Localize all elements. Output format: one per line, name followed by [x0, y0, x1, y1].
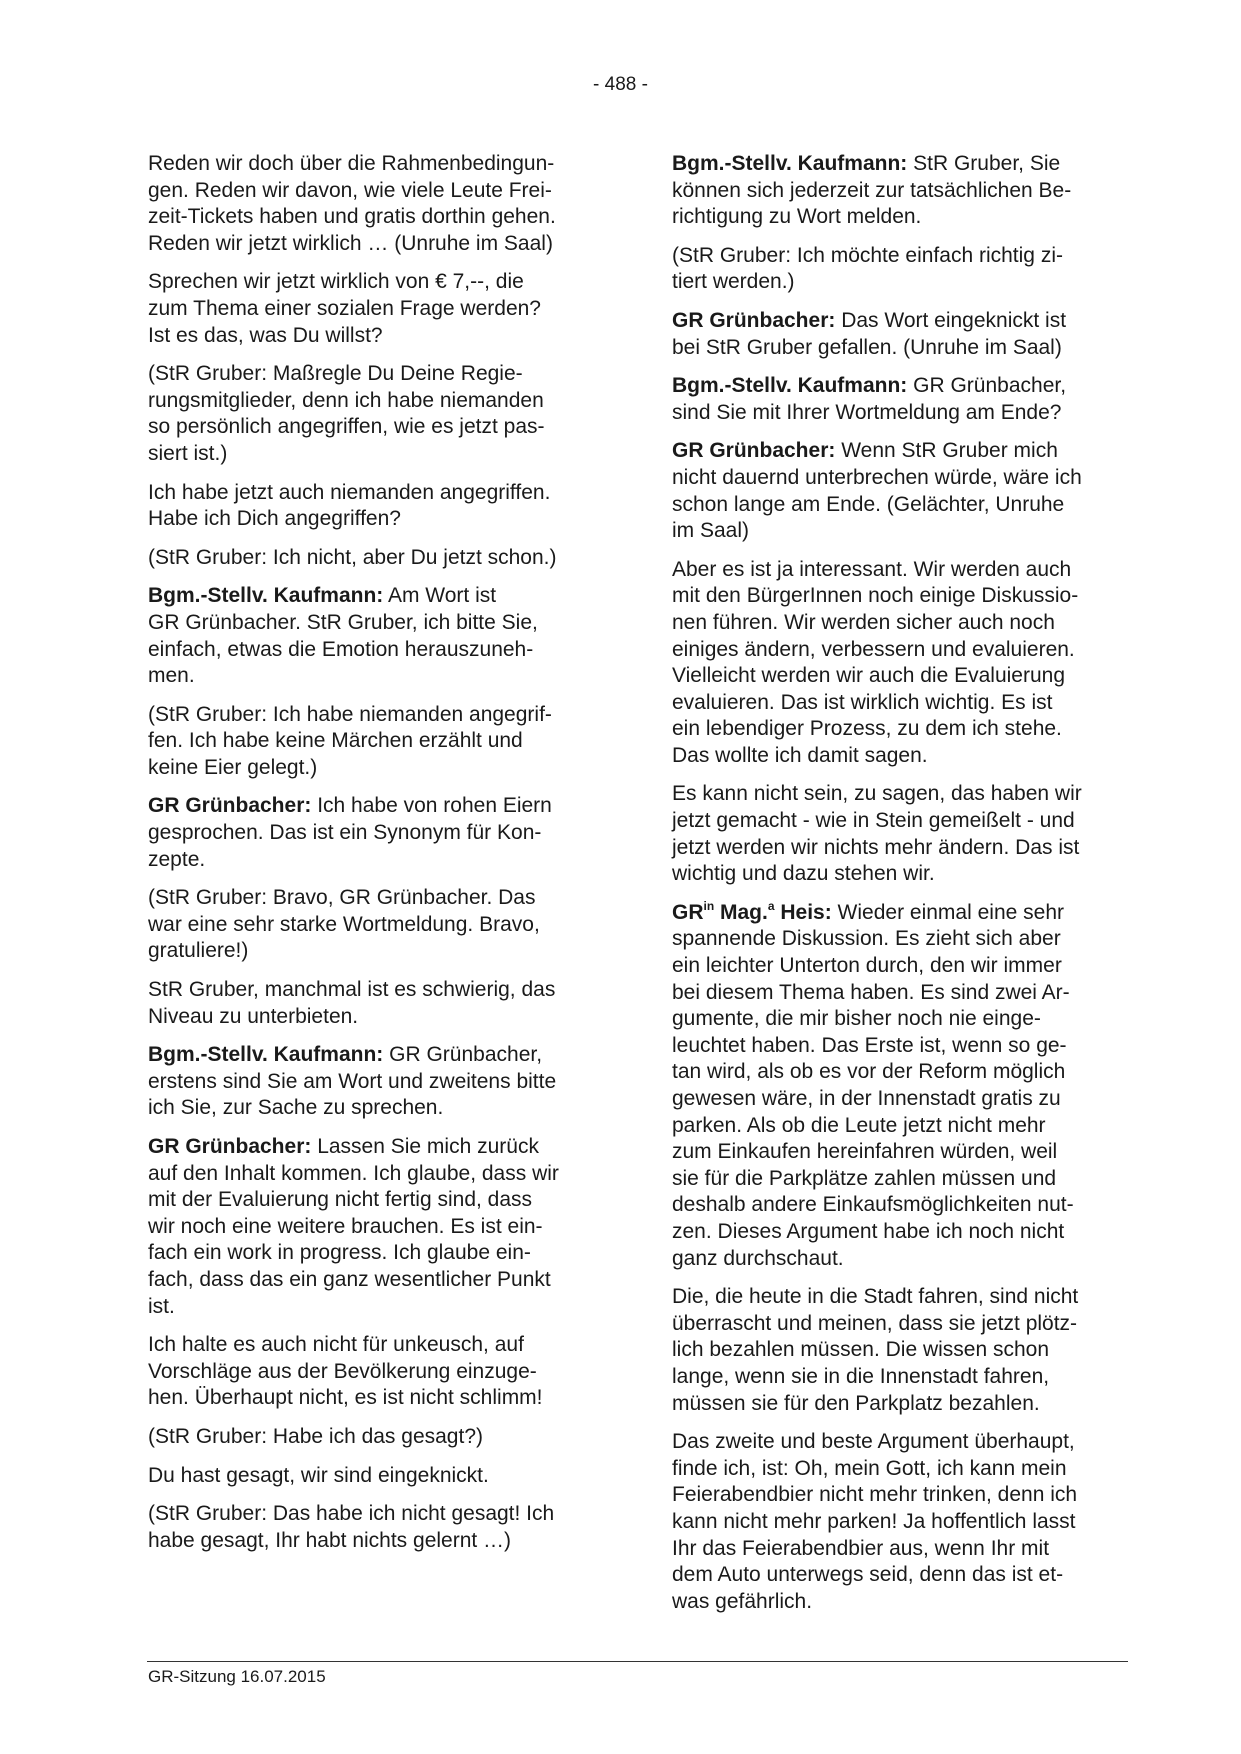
text-line	[672, 808, 1142, 835]
text-line	[148, 388, 618, 415]
paragraph	[148, 1463, 618, 1490]
text-line	[672, 1006, 1142, 1033]
text-line	[672, 1337, 1142, 1364]
text-line	[672, 243, 1142, 270]
text-line	[148, 414, 618, 441]
text-line	[672, 980, 1142, 1007]
text-line	[672, 1364, 1142, 1391]
line-text: Ich habe von rohen Eiern	[311, 794, 552, 818]
line-text: siert ist.)	[148, 441, 228, 465]
line-text: ist.	[148, 1294, 175, 1318]
line-text: einiges ändern, verbessern und evaluieren.	[672, 637, 1075, 661]
text-line	[148, 296, 618, 323]
paragraph	[148, 1501, 618, 1554]
line-text: deshalb andere Einkaufsmöglichkeiten nut-	[672, 1193, 1074, 1217]
line-text: habe gesagt, Ihr habt nichts gelernt …)	[148, 1528, 512, 1552]
text-line	[672, 953, 1142, 980]
line-text: (StR Gruber: Ich möchte einfach richtig zi-	[672, 243, 1063, 267]
line-text: gumente, die mir bisher noch nie einge-	[672, 1007, 1041, 1031]
line-text: Ich halte es auch nicht für unkeusch, auf	[148, 1333, 524, 1357]
speaker-title-superscript: a	[767, 898, 775, 913]
line-text: nicht dauernd unterbrechen würde, wäre ich	[672, 465, 1082, 489]
text-line	[672, 663, 1142, 690]
line-text: lich bezahlen müssen. Die wissen schon	[672, 1338, 1050, 1362]
text-line	[148, 1528, 618, 1555]
text-line	[148, 545, 618, 572]
line-text: Lassen Sie mich zurück	[311, 1135, 539, 1158]
text-line	[148, 1332, 618, 1359]
line-text: einfach, etwas die Emotion herauszuneh-	[148, 637, 534, 661]
text-line	[672, 1139, 1142, 1166]
speaker-name: GR Grünbacher:	[148, 1135, 312, 1158]
speaker-name: GR Grünbacher:	[148, 794, 312, 818]
text-line	[672, 900, 1142, 927]
text-line	[148, 231, 618, 258]
paragraph	[672, 438, 1142, 544]
line-text: (StR Gruber: Ich nicht, aber Du jetzt schon.)	[148, 545, 557, 569]
text-line	[148, 977, 618, 1004]
speaker-name-part: Mag.	[714, 900, 768, 924]
line-text: (StR Gruber: Bravo, GR Grünbacher. Das	[148, 886, 536, 910]
text-line	[148, 361, 618, 388]
line-text: ein lebendiger Prozess, zu dem ich stehe.	[672, 717, 1062, 741]
text-line	[672, 1284, 1142, 1311]
paragraph	[672, 243, 1142, 296]
line-text: überrascht und meinen, dass sie jetzt plötz-	[672, 1311, 1078, 1335]
text-line	[148, 1294, 618, 1321]
text-line	[672, 335, 1142, 362]
text-line	[148, 1385, 618, 1412]
line-text: Aber es ist ja interessant. Wir werden auch	[672, 557, 1072, 581]
text-line	[148, 1187, 618, 1214]
text-line	[148, 269, 618, 296]
text-line	[672, 690, 1142, 717]
line-text: gen. Reden wir davon, wie viele Leute Frei-	[148, 178, 552, 202]
text-line	[148, 1359, 618, 1386]
text-line	[672, 1059, 1142, 1086]
line-text: jetzt werden wir nichts mehr ändern. Das ist	[672, 835, 1080, 859]
paragraph	[148, 269, 618, 349]
text-line	[672, 1113, 1142, 1140]
text-line	[148, 178, 618, 205]
line-text: kann nicht mehr parken! Ja hoffentlich lasst	[672, 1509, 1076, 1533]
line-text: Das Wort eingeknickt ist	[835, 308, 1067, 332]
speaker-name	[672, 898, 832, 924]
text-line	[148, 441, 618, 468]
text-line	[672, 1033, 1142, 1060]
line-text: jetzt gemacht - wie in Stein gemeißelt - und	[672, 809, 1075, 833]
text-line	[672, 1192, 1142, 1219]
text-line	[148, 1214, 618, 1241]
line-text: wir noch eine weitere brauchen. Es ist ein-	[148, 1214, 543, 1238]
line-text: finde ich, ist: Oh, mein Gott, ich kann mein	[672, 1456, 1067, 1480]
text-line	[672, 492, 1142, 519]
speaker-title-superscript: in	[703, 898, 715, 913]
text-line	[672, 716, 1142, 743]
text-line	[148, 885, 618, 912]
text-line	[672, 204, 1142, 231]
line-text: rungsmitglieder, denn ich habe niemanden	[148, 388, 544, 412]
text-line	[148, 938, 618, 965]
line-text: Das wollte ich damit sagen.	[672, 743, 928, 767]
line-text: nen führen. Wir werden sicher auch noch	[672, 610, 1055, 634]
line-text: GR Grünbacher,	[907, 374, 1067, 398]
paragraph	[148, 151, 618, 257]
line-text: müssen sie für den Parkplatz bezahlen.	[672, 1391, 1040, 1415]
text-line	[148, 1042, 618, 1069]
line-text: Wieder einmal eine sehr	[831, 900, 1064, 924]
speaker-name: Bgm.-Stellv. Kaufmann:	[148, 1043, 384, 1067]
speaker-name: Bgm.-Stellv. Kaufmann:	[148, 584, 384, 608]
line-text: zeit-Tickets haben und gratis dorthin gehen.	[148, 205, 556, 229]
line-text: Vorschläge aus der Bevölkerung einzuge-	[148, 1359, 537, 1383]
text-line	[672, 610, 1142, 637]
line-text: dem Auto unterwegs seid, denn das ist et-	[672, 1563, 1064, 1587]
line-text: evaluieren. Das ist wirklich wichtig. Es ist	[672, 690, 1053, 714]
paragraph	[672, 557, 1142, 770]
text-line	[672, 308, 1142, 335]
text-line	[672, 1589, 1142, 1616]
line-text: lange, wenn sie in die Innenstadt fahren,	[672, 1364, 1050, 1388]
text-line	[672, 835, 1142, 862]
line-text: Ich habe jetzt auch niemanden angegriffen.	[148, 480, 551, 504]
line-text: Reden wir jetzt wirklich … (Unruhe im Saal)	[148, 231, 553, 255]
line-text: erstens sind Sie am Wort und zweitens bitte	[148, 1069, 557, 1093]
text-line	[148, 1424, 618, 1451]
text-line	[672, 1086, 1142, 1113]
line-text: Vielleicht werden wir auch die Evaluierung	[672, 664, 1066, 688]
paragraph	[672, 308, 1142, 361]
line-text: gratuliere!)	[148, 939, 249, 963]
text-line	[672, 1166, 1142, 1193]
paragraph	[148, 545, 618, 572]
line-text: leuchtet haben. Das Erste ist, wenn so ge-	[672, 1033, 1067, 1057]
line-text: fen. Ich habe keine Märchen erzählt und	[148, 729, 523, 753]
footer-text: GR-Sitzung 16.07.2015	[148, 1667, 326, 1686]
line-text: Niveau zu unterbieten.	[148, 1004, 359, 1028]
line-text: Das zweite und beste Argument überhaupt,	[672, 1430, 1075, 1454]
paragraph	[148, 885, 618, 965]
line-text: Wenn StR Gruber mich	[835, 439, 1058, 463]
text-line	[148, 1463, 618, 1490]
paragraph	[672, 1284, 1142, 1417]
text-line	[672, 557, 1142, 584]
text-line	[148, 702, 618, 729]
line-text: (StR Gruber: Das habe ich nicht gesagt! Ich	[148, 1502, 555, 1526]
line-text: gewesen wäre, in der Innenstadt gratis zu	[672, 1087, 1061, 1110]
line-text: im Saal)	[672, 519, 750, 543]
text-line	[672, 1456, 1142, 1483]
line-text: GR Grünbacher. StR Gruber, ich bitte Sie,	[148, 610, 538, 634]
speaker-name: GR Grünbacher:	[672, 439, 836, 463]
line-text: auf den Inhalt kommen. Ich glaube, dass wir	[148, 1161, 559, 1185]
line-text: zum Einkaufen hereinfahren würden, weil	[672, 1140, 1058, 1164]
line-text: StR Gruber, Sie	[907, 152, 1061, 175]
text-line	[148, 204, 618, 231]
text-line	[148, 583, 618, 610]
text-line	[672, 583, 1142, 610]
paragraph	[148, 480, 618, 533]
page-number: - 488 -	[593, 74, 648, 95]
paragraph	[672, 781, 1142, 887]
line-text: Sprechen wir jetzt wirklich von € 7,--, die	[148, 270, 524, 294]
text-line	[148, 506, 618, 533]
speaker-name: Bgm.-Stellv. Kaufmann:	[672, 152, 908, 175]
paragraph	[148, 583, 618, 689]
line-text: hen. Überhaupt nicht, es ist nicht schlimm!	[148, 1386, 543, 1410]
line-text: Am Wort ist	[383, 584, 497, 608]
line-text: sind Sie mit Ihrer Wortmeldung am Ende?	[672, 400, 1062, 424]
line-text: Reden wir doch über die Rahmenbedingun-	[148, 152, 555, 175]
line-text: Die, die heute in die Stadt fahren, sind nicht	[672, 1285, 1079, 1309]
text-line	[148, 755, 618, 782]
text-line	[672, 926, 1142, 953]
text-line	[672, 465, 1142, 492]
speaker-name-part: GR	[672, 900, 704, 924]
line-text: StR Gruber, manchmal ist es schwierig, das	[148, 978, 556, 1002]
text-line	[672, 1311, 1142, 1338]
text-line	[148, 480, 618, 507]
line-text: Es kann nicht sein, zu sagen, das haben wir	[672, 782, 1082, 806]
line-text: war eine sehr starke Wortmeldung. Bravo,	[148, 912, 540, 936]
paragraph	[148, 1042, 618, 1122]
line-text: gesprochen. Das ist ein Synonym für Kon-	[148, 821, 542, 845]
line-text: zepte.	[148, 847, 206, 871]
text-line	[148, 323, 618, 350]
line-text: ein leichter Unterton durch, den wir immer	[672, 954, 1062, 978]
text-line	[672, 1429, 1142, 1456]
line-text: was gefährlich.	[672, 1589, 813, 1613]
paragraph	[148, 1424, 618, 1451]
paragraph	[672, 900, 1142, 1272]
paragraph	[148, 361, 618, 467]
line-text: können sich jederzeit zur tatsächlichen Be-	[672, 178, 1072, 202]
paragraph	[672, 1429, 1142, 1615]
text-line	[672, 400, 1142, 427]
speaker-name: GR Grünbacher:	[672, 308, 836, 332]
line-text: Habe ich Dich angegriffen?	[148, 507, 401, 531]
right-column	[672, 151, 1142, 1627]
left-column	[148, 151, 618, 1566]
line-text: mit der Evaluierung nicht fertig sind, dass	[148, 1188, 533, 1212]
line-text: bei diesem Thema haben. Es sind zwei Ar-	[672, 980, 1070, 1004]
line-text: parken. Als ob die Leute jetzt nicht mehr	[672, 1113, 1046, 1137]
text-line	[672, 743, 1142, 770]
text-line	[672, 269, 1142, 296]
line-text: men.	[148, 664, 195, 688]
speaker-name-part: Heis:	[774, 900, 832, 924]
text-line	[148, 1095, 618, 1122]
line-text: fach ein work in progress. Ich glaube ein-	[148, 1241, 531, 1265]
text-line	[672, 151, 1142, 178]
text-line	[148, 847, 618, 874]
line-text: GR Grünbacher,	[383, 1043, 543, 1067]
line-text: ganz durchschaut.	[672, 1246, 844, 1270]
text-line	[148, 728, 618, 755]
line-text: richtigung zu Wort melden.	[672, 205, 922, 229]
text-line	[672, 1219, 1142, 1246]
line-text: wichtig und dazu stehen wir.	[672, 862, 935, 886]
text-line	[672, 518, 1142, 545]
text-line	[672, 1482, 1142, 1509]
text-line	[672, 438, 1142, 465]
text-line	[148, 793, 618, 820]
text-line	[672, 1562, 1142, 1589]
line-text: Feierabendbier nicht mehr trinken, denn ich	[672, 1483, 1078, 1507]
text-line	[672, 781, 1142, 808]
line-text: tan wird, als ob es vor der Reform möglich	[672, 1060, 1066, 1084]
paragraph	[672, 373, 1142, 426]
line-text: zen. Dieses Argument habe ich noch nicht	[672, 1219, 1065, 1243]
line-text: mit den BürgerInnen noch einige Diskussio-	[672, 584, 1079, 608]
text-line	[148, 1069, 618, 1096]
line-text: (StR Gruber: Ich habe niemanden angegrif-	[148, 702, 552, 726]
text-line	[672, 637, 1142, 664]
text-line	[672, 1391, 1142, 1418]
line-text: so persönlich angegriffen, wie es jetzt pas-	[148, 415, 545, 439]
paragraph	[148, 977, 618, 1030]
paragraph	[148, 1134, 618, 1320]
paragraph	[148, 1332, 618, 1412]
text-line	[148, 1134, 618, 1161]
speaker-name: Bgm.-Stellv. Kaufmann:	[672, 374, 908, 398]
text-line	[148, 151, 618, 178]
text-line	[148, 663, 618, 690]
text-line	[672, 861, 1142, 888]
line-text: ich Sie, zur Sache zu sprechen.	[148, 1096, 444, 1120]
text-line	[148, 1501, 618, 1528]
text-line	[148, 1004, 618, 1031]
text-line	[148, 1161, 618, 1188]
line-text: Ist es das, was Du willst?	[148, 323, 383, 347]
text-line	[148, 610, 618, 637]
line-text: sie für die Parkplätze zahlen müssen und	[672, 1166, 1057, 1190]
line-text: bei StR Gruber gefallen. (Unruhe im Saal)	[672, 335, 1062, 359]
text-line	[148, 1240, 618, 1267]
text-line	[672, 373, 1142, 400]
line-text: (StR Gruber: Habe ich das gesagt?)	[148, 1424, 483, 1448]
line-text: (StR Gruber: Maßregle Du Deine Regie-	[148, 362, 523, 386]
line-text: zum Thema einer sozialen Frage werden?	[148, 296, 541, 320]
text-line	[672, 1536, 1142, 1563]
footer-divider	[147, 1661, 1128, 1662]
line-text: Ihr das Feierabendbier aus, wenn Ihr mit	[672, 1536, 1050, 1560]
paragraph	[672, 151, 1142, 231]
text-line	[672, 1509, 1142, 1536]
text-line	[148, 1267, 618, 1294]
line-text: Du hast gesagt, wir sind eingeknickt.	[148, 1463, 489, 1487]
paragraph	[148, 793, 618, 873]
line-text: schon lange am Ende. (Gelächter, Unruhe	[672, 492, 1065, 516]
text-line	[672, 178, 1142, 205]
text-line	[148, 820, 618, 847]
line-text: spannende Diskussion. Es zieht sich aber	[672, 927, 1061, 951]
text-line	[148, 912, 618, 939]
line-text: tiert werden.)	[672, 270, 795, 294]
text-line	[672, 1246, 1142, 1273]
line-text: fach, dass das ein ganz wesentlicher Punkt	[148, 1267, 551, 1291]
line-text: keine Eier gelegt.)	[148, 755, 318, 779]
text-line	[148, 637, 618, 664]
paragraph	[148, 702, 618, 782]
